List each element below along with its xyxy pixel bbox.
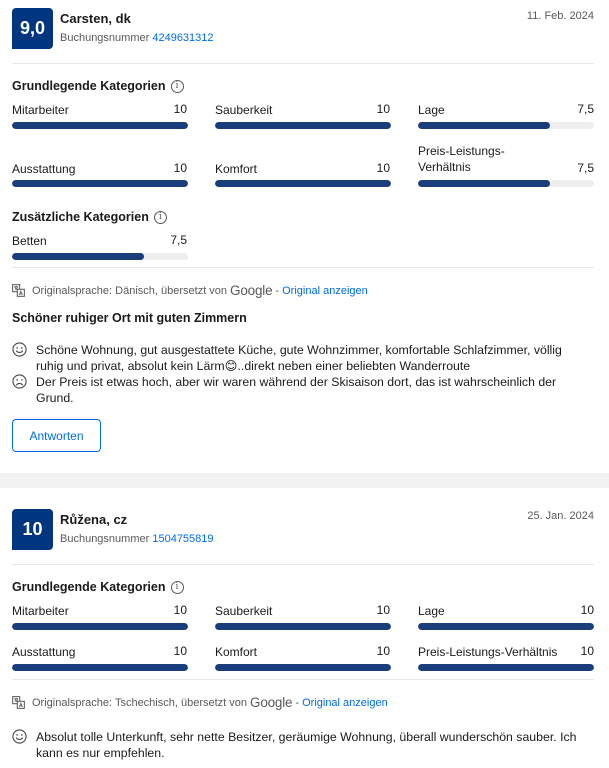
category-value: 7,5: [170, 233, 187, 247]
category-value: 7,5: [577, 102, 594, 116]
divider: [12, 679, 594, 680]
category-label: Preis-Leistungs- Verhältnis: [418, 144, 505, 174]
category-bar: [12, 253, 188, 260]
reviewer-name: Růžena, cz: [60, 512, 128, 527]
category-bar-fill: [12, 253, 144, 260]
category-bar: [418, 623, 594, 630]
category-bar-fill: [418, 122, 550, 129]
category-bar-fill: [12, 180, 188, 187]
booking-number-line: [60, 533, 214, 545]
category-label: Lage: [418, 604, 445, 618]
review-score-badge: [12, 8, 53, 49]
translation-text: Originalsprache: Tschechisch, übersetzt von: [32, 696, 248, 709]
basic-categories-title: Grundlegende Kategorien: [12, 580, 166, 594]
category-label: Ausstattung: [12, 645, 76, 659]
positive-text: [36, 342, 596, 374]
category-label: Komfort: [215, 645, 258, 659]
basic-categories-heading: [12, 79, 184, 93]
category-value: 7,5: [577, 161, 594, 175]
translate-icon: [12, 284, 25, 297]
category-bar-fill: [418, 623, 594, 630]
category-bar-fill: [12, 122, 188, 129]
category-value: 10: [580, 603, 594, 617]
reviewer-name: Carsten, dk: [60, 11, 131, 26]
category-bar: [418, 664, 594, 671]
show-original-link[interactable]: Original anzeigen: [282, 284, 368, 297]
category-value: 10: [173, 102, 187, 116]
review-date: 11. Feb. 2024: [526, 10, 594, 22]
category-bar-fill: [215, 122, 391, 129]
category-bar: [12, 180, 188, 187]
divider: [12, 267, 594, 268]
reply-button[interactable]: Antworten: [12, 419, 101, 452]
category-label: Betten: [12, 234, 47, 248]
info-icon[interactable]: i: [171, 80, 184, 93]
category-bar-fill: [215, 623, 391, 630]
negative-text: Der Preis ist etwas hoch, aber wir waren während der Skisaison dort, das ist wahrscheinlich der Grund.: [36, 375, 557, 405]
category-bar: [12, 122, 188, 129]
category-bar-fill: [418, 180, 550, 187]
category-value: 10: [580, 644, 594, 658]
translation-note: Originalsprache: Tschechisch, übersetzt von Google - Original anzeigen: [12, 695, 388, 710]
category-label: Sauberkeit: [215, 103, 273, 117]
smiley-icon: [12, 342, 27, 357]
category-value: 10: [376, 644, 390, 658]
translate-icon: [12, 696, 25, 709]
category-bar-fill: [215, 180, 391, 187]
category-value: 10: [376, 161, 390, 175]
category-label: Mitarbeiter: [12, 103, 69, 117]
booking-number-link[interactable]: 1504755819: [152, 533, 214, 545]
category-label: Preis-Leistungs-Verhältnis: [418, 645, 558, 659]
review-date: 25. Jan. 2024: [527, 510, 594, 522]
extra-categories-title: Zusätzliche Kategorien: [12, 210, 149, 224]
divider: [12, 564, 594, 565]
category-bar-fill: [418, 664, 594, 671]
category-value: 10: [173, 161, 187, 175]
basic-categories-heading: [12, 580, 184, 594]
category-label: Sauberkeit: [215, 604, 273, 618]
sad-face-icon: [12, 374, 27, 389]
positive-text-line: ..direkt neben einer beliebten Wanderroute: [237, 359, 471, 373]
category-label: Ausstattung: [12, 162, 76, 176]
positive-text-line: ruhig und privat, absolut kein Lärm: [36, 359, 225, 373]
google-wordmark: Google: [230, 283, 273, 298]
translation-note: Originalsprache: Dänisch, übersetzt von Google - Original anzeigen: [12, 283, 368, 298]
category-bar-fill: [12, 623, 188, 630]
extra-categories-heading: [12, 210, 167, 224]
category-label: Komfort: [215, 162, 258, 176]
category-value: 10: [173, 644, 187, 658]
category-bar: [215, 664, 391, 671]
category-bar-fill: [215, 664, 391, 671]
review-title: Schöner ruhiger Ort mit guten Zimmern: [12, 311, 247, 325]
google-wordmark: Google: [250, 695, 293, 710]
booking-label: Buchungsnummer: [60, 533, 150, 545]
category-bar: [12, 623, 188, 630]
category-label: Lage: [418, 103, 445, 117]
smiley-icon: [12, 729, 27, 744]
positive-text: Absolut tolle Unterkunft, sehr nette Besitzer, geräumige Wohnung, überall wunderschön sauber. Ich kann es nur empfehlen.: [36, 730, 577, 760]
category-bar: [418, 180, 594, 187]
category-value: 10: [173, 603, 187, 617]
review-score: 9,0: [19, 18, 46, 38]
category-bar: [418, 122, 594, 129]
category-bar: [215, 122, 391, 129]
review-score: 10: [22, 519, 43, 539]
category-bar: [12, 664, 188, 671]
card-separator: [0, 473, 609, 488]
booking-label: Buchungsnummer: [60, 32, 150, 44]
category-bar-fill: [12, 664, 188, 671]
category-bar: [215, 180, 391, 187]
translation-text: Originalsprache: Dänisch, übersetzt von: [32, 284, 228, 297]
booking-number-link[interactable]: 4249631312: [152, 32, 214, 44]
booking-number-line: [60, 32, 214, 44]
category-label: Mitarbeiter: [12, 604, 69, 618]
info-icon[interactable]: i: [171, 581, 184, 594]
basic-categories-title: Grundlegende Kategorien: [12, 79, 166, 93]
review-score-badge: [12, 509, 53, 550]
category-bar: [215, 623, 391, 630]
smile-emoji: 😊: [224, 359, 238, 373]
category-value: 10: [376, 102, 390, 116]
info-icon[interactable]: i: [154, 211, 167, 224]
category-value: 10: [376, 603, 390, 617]
divider: [12, 63, 594, 64]
show-original-link[interactable]: Original anzeigen: [302, 696, 388, 709]
positive-text-line: Schöne Wohnung, gut ausgestattete Küche, gute Wohnzimmer, komfortable Schlafzimmer, völlig: [36, 343, 562, 357]
